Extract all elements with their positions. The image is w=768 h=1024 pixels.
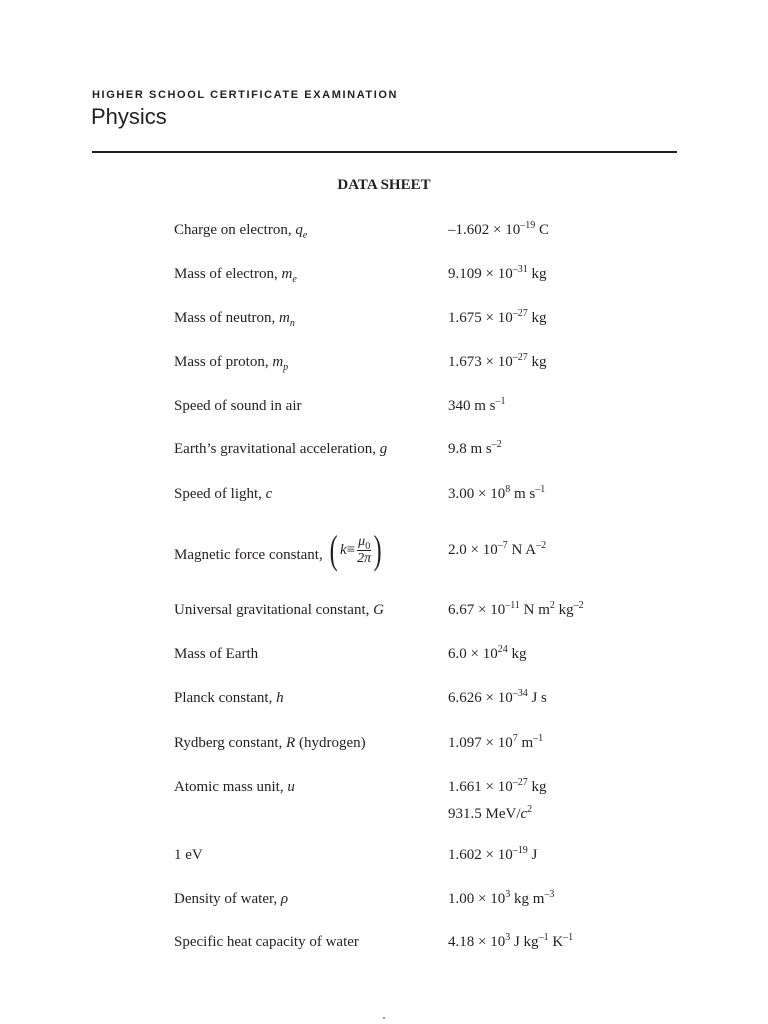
constant-name: 1 eV bbox=[174, 847, 203, 863]
constant-value: $6.0 \times 10^{24}$ kg bbox=[448, 644, 527, 662]
subject-title: Physics bbox=[91, 104, 167, 129]
exam-header: HIGHER SCHOOL CERTIFICATE EXAMINATION bbox=[92, 89, 399, 101]
constant-name: Mass of electron, $m_e$ bbox=[174, 266, 297, 285]
header-rule bbox=[92, 151, 677, 153]
constant-name: Magnetic force constant, ( k ≡ $\frac{\mu_0}{2\pi}$ ) bbox=[174, 540, 385, 570]
row-magnetic-constant bbox=[0, 527, 768, 572]
constant-value: $1.00 \times 10^3$ kg $m^{-3}$ bbox=[448, 889, 555, 907]
constant-name: Planck constant, h bbox=[174, 690, 284, 706]
constant-value: $1.675 \times 10^{-27}$ kg bbox=[448, 308, 547, 326]
constant-value: $1.097 \times 10^7$ $m^{-1}$ bbox=[448, 733, 544, 751]
row-atomic-mass-unit bbox=[0, 777, 768, 827]
constant-value: $9.109 \times 10^{-31}$ kg bbox=[448, 264, 547, 282]
constant-name: Density of water, ρ bbox=[174, 891, 289, 907]
constant-name: Charge on electron, $q_e$ bbox=[174, 222, 308, 241]
constant-value-alt: 931.5 MeV/$c^2$ bbox=[448, 804, 533, 822]
constant-value: $6.626 \times 10^{-34}$ J s bbox=[448, 688, 547, 706]
constant-name: Specific heat capacity of water bbox=[174, 934, 359, 950]
magnetic-formula: ( k ≡ $\frac{\mu_0}{2\pi}$ ) bbox=[329, 527, 382, 572]
constant-name: Atomic mass unit, u bbox=[174, 779, 295, 795]
constant-value: $1.602 \times 10^{-19}$ J bbox=[448, 845, 538, 863]
data-sheet-title: DATA SHEET bbox=[337, 177, 431, 193]
constant-name: Mass of Earth bbox=[174, 646, 259, 662]
constant-name: Earth’s gravitational acceleration, g bbox=[174, 441, 388, 457]
constant-value: $4.18 \times 10^3$ J $kg^{-1}$ $K^{-1}$ bbox=[448, 932, 574, 950]
page-mark bbox=[383, 1017, 385, 1019]
constant-name: Mass of proton, $m_p$ bbox=[174, 354, 289, 373]
constant-name: Mass of neutron, $m_n$ bbox=[174, 310, 295, 329]
constant-name: Speed of light, c bbox=[174, 486, 273, 502]
constant-name: Universal gravitational constant, G bbox=[174, 602, 384, 618]
constant-value: $1.661 \times 10^{-27}$ kg bbox=[448, 777, 547, 795]
constant-value: $6.67 \times 10^{-11}$ N $m^2$ $kg^{-2}$ bbox=[448, 600, 584, 618]
constant-name: Speed of sound in air bbox=[174, 398, 302, 414]
constant-name: Rydberg constant, R (hydrogen) bbox=[174, 735, 366, 751]
constant-value: 340 m $s^{-1}$ bbox=[448, 396, 506, 414]
constant-value: $2.0 \times 10^{-7}$ N $A^{-2}$ bbox=[448, 540, 547, 558]
constant-value: $3.00 \times 10^8$ m $s^{-1}$ bbox=[448, 484, 546, 502]
constant-value: $1.673 \times 10^{-27}$ kg bbox=[448, 352, 547, 370]
constant-value: 9.8 m $s^{-2}$ bbox=[448, 439, 502, 457]
constant-value: $-1.602 \times 10^{-19}$ C bbox=[448, 220, 549, 238]
